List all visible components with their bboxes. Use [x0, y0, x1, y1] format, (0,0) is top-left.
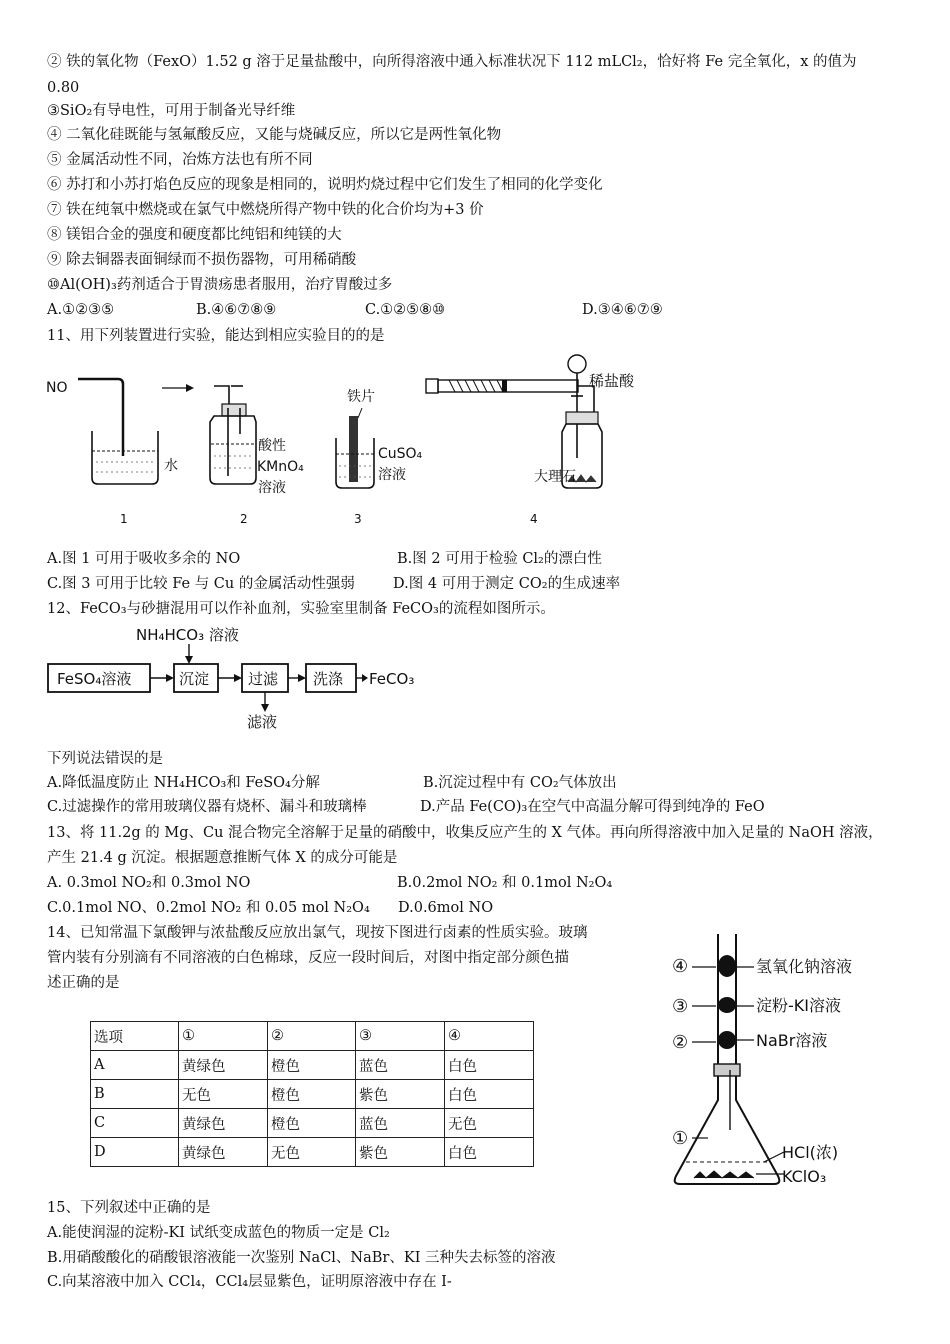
- q15-stem: 15、下列叙述中正确的是: [47, 1200, 211, 1216]
- fig2-stopper: [222, 404, 246, 416]
- statement-4: ④ 二氧化硅既能与氢氟酸反应，又能与烧碱反应，所以它是两性氧化物: [47, 127, 502, 143]
- table-cell: 白色: [445, 1080, 534, 1109]
- table-cell: 黄绿色: [179, 1138, 268, 1167]
- ki-label: 淀粉-KI溶液: [756, 996, 841, 1015]
- hcl-label: HCl(浓): [782, 1143, 839, 1162]
- statement-10: ⑩Al(OH)₃药剂适合于胃溃疡患者服用，治疗胃酸过多: [47, 277, 393, 293]
- label-1: ①: [672, 1128, 689, 1149]
- fig4-number: 4: [530, 512, 538, 526]
- fig1-number: 1: [120, 512, 128, 526]
- q14-answer-table: [90, 1021, 534, 1167]
- q14-halogen-apparatus-figure: [664, 930, 900, 1196]
- table-cell: 紫色: [356, 1138, 445, 1167]
- kclo3-label: KClO₃: [782, 1167, 827, 1186]
- flow-reagent-label: NH₄HCO₃ 溶液: [136, 626, 239, 644]
- q12-flow-figure: [44, 620, 426, 732]
- fig2-solution-label: 溶液: [258, 480, 286, 496]
- q14-stem-line3: 述正确的是: [47, 975, 120, 991]
- fig2-acidic-label: 酸性: [258, 438, 286, 454]
- flask-stopper: [714, 1064, 740, 1076]
- fig4-marble-label: 大理石: [534, 469, 576, 485]
- q11-apparatus-figure: [44, 346, 644, 528]
- q11-option-c: C.图 3 可用于比较 Fe 与 Cu 的金属活动性强弱: [47, 576, 355, 592]
- table-cell: 黄绿色: [179, 1051, 268, 1080]
- nabr-label: NaBr溶液: [756, 1031, 828, 1050]
- table-header-cell: ①: [179, 1022, 268, 1051]
- fig1-no-label: NO: [46, 380, 68, 396]
- table-row: [91, 1080, 534, 1109]
- table-header-cell: ③: [356, 1022, 445, 1051]
- q13-option-b: B.0.2mol NO₂ 和 0.1mol N₂O₄: [397, 875, 613, 891]
- table-cell: 橙色: [268, 1109, 356, 1138]
- q15-option-b: B.用硝酸酸化的硝酸银溶液能一次鉴别 NaCl、NaBr、KI 三种失去标签的溶液: [47, 1250, 556, 1266]
- table-cell: C: [91, 1109, 179, 1138]
- fig4-funnel-bulb: [568, 355, 586, 373]
- statement-2: ② 铁的氧化物（FexO）1.52 g 溶于足量盐酸中，向所得溶液中通入标准状况下 112 mLCl₂，恰好将 Fe 完全氧化，x 的值为: [47, 54, 857, 70]
- conical-flask: [675, 1076, 780, 1184]
- statement-5: ⑤ 金属活动性不同，冶炼方法也有所不同: [47, 152, 313, 168]
- label-2: ②: [672, 1032, 689, 1053]
- q12-option-a: A.降低温度防止 NH₄HCO₃和 FeSO₄分解: [47, 775, 320, 791]
- table-cell: 白色: [445, 1051, 534, 1080]
- table-row: [91, 1051, 534, 1080]
- cotton-ball-2: [718, 1031, 736, 1049]
- fig1-water-label: 水: [164, 458, 178, 474]
- statement-3: ③SiO₂有导电性，可用于制备光导纤维: [47, 103, 296, 119]
- kclo3-solid: [694, 1171, 754, 1178]
- table-cell: A: [91, 1051, 179, 1080]
- table-cell: 白色: [445, 1138, 534, 1167]
- fig2-gas-bottle: [210, 416, 256, 484]
- fig3-cuso4-label: CuSO₄: [378, 446, 423, 462]
- flow-filtrate-label: 滤液: [247, 713, 278, 731]
- flow-precipitate-label: 沉淀: [179, 670, 210, 688]
- label-3: ③: [672, 996, 689, 1017]
- fig1-delivery-tube: [78, 379, 123, 456]
- q10-option-c: C.①②⑤⑧⑩: [365, 302, 446, 318]
- q13-option-c: C.0.1mol NO、0.2mol NO₂ 和 0.05 mol N₂O₄: [47, 900, 370, 916]
- q13-option-d: D.0.6mol NO: [398, 900, 494, 916]
- fig4-syringe-handle: [426, 379, 438, 393]
- q13-stem-line1: 13、将 11.2g 的 Mg、Cu 混合物完全溶解于足量的硝酸中，收集反应产生的 X 气体。再向所得溶液中加入足量的 NaOH 溶液，: [47, 825, 883, 841]
- table-cell: 橙色: [268, 1051, 356, 1080]
- q10-option-d: D.③④⑥⑦⑨: [582, 302, 663, 318]
- q15-option-c: C.向某溶液中加入 CCl₄，CCl₄层显紫色，证明原溶液中存在 I-: [47, 1274, 452, 1290]
- flow-start-label: FeSO₄溶液: [57, 670, 132, 688]
- statement-9: ⑨ 除去铜器表面铜绿而不损伤器物，可用稀硝酸: [47, 252, 357, 268]
- label-4: ④: [672, 956, 689, 977]
- table-cell: 无色: [179, 1080, 268, 1109]
- q14-stem-line1: 14、已知常温下氯酸钾与浓盐酸反应放出氯气，现按下图进行卤素的性质实验。玻璃: [47, 925, 588, 941]
- q11-option-d: D.图 4 可用于测定 CO₂的生成速率: [393, 576, 621, 592]
- table-cell: 蓝色: [356, 1051, 445, 1080]
- table-cell: 橙色: [268, 1080, 356, 1109]
- q12-option-d: D.产品 Fe(CO)₃在空气中高温分解可得到纯净的 FeO: [420, 799, 765, 815]
- q11-stem: 11、用下列装置进行实验，能达到相应实验目的的是: [47, 328, 385, 344]
- table-row: [91, 1138, 534, 1167]
- fig3-iron-label: 铁片: [347, 389, 375, 405]
- fig3-iron-strip: [349, 416, 358, 482]
- fig3-solution-label: 溶液: [378, 467, 406, 483]
- q14-stem-line2: 管内装有分别滴有不同溶液的白色棉球，反应一段时间后，对图中指定部分颜色描: [47, 950, 569, 966]
- q12-option-c: C.过滤操作的常用玻璃仪器有烧杯、漏斗和玻璃棒: [47, 799, 367, 815]
- flow-product-label: FeCO₃: [369, 670, 415, 688]
- fig2-kmno4-label: KMnO₄: [257, 459, 304, 475]
- q12-stem: 12、FeCO₃与砂搪混用可以作补血剂，实验室里制备 FeCO₃的流程如图所示。: [47, 601, 555, 617]
- table-header-cell: ②: [268, 1022, 356, 1051]
- cotton-ball-3: [718, 997, 736, 1013]
- q15-option-a: A.能使润湿的淀粉-KI 试纸变成蓝色的物质一定是 Cl₂: [47, 1225, 390, 1241]
- table-cell: 无色: [445, 1109, 534, 1138]
- q11-option-a: A.图 1 可用于吸收多余的 NO: [47, 551, 241, 567]
- q13-option-a: A. 0.3mol NO₂和 0.3mol NO: [47, 875, 251, 891]
- table-header-cell: ④: [445, 1022, 534, 1051]
- table-cell: B: [91, 1080, 179, 1109]
- q10-option-a: A.①②③⑤: [47, 302, 115, 318]
- table-cell: 蓝色: [356, 1109, 445, 1138]
- q12-question: 下列说法错误的是: [47, 751, 163, 767]
- flow-wash-label: 洗涤: [313, 670, 344, 688]
- statement-8: ⑧ 镁铝合金的强度和硬度都比纯铝和纯镁的大: [47, 227, 342, 243]
- table-cell: 黄绿色: [179, 1109, 268, 1138]
- q10-option-b: B.④⑥⑦⑧⑨: [196, 302, 277, 318]
- statement-7: ⑦ 铁在纯氧中燃烧或在氯气中燃烧所得产物中铁的化合价均为+3 价: [47, 202, 484, 218]
- fig3-number: 3: [354, 512, 362, 526]
- table-header-cell: 选项: [91, 1022, 179, 1051]
- cotton-ball-4: [718, 955, 736, 977]
- naoh-label: 氢氧化钠溶液: [756, 957, 853, 976]
- q13-stem-line2: 产生 21.4 g 沉淀。根据题意推断气体 X 的成分可能是: [47, 850, 398, 866]
- table-header-row: [91, 1022, 534, 1051]
- table-cell: 无色: [268, 1138, 356, 1167]
- statement-6: ⑥ 苏打和小苏打焰色反应的现象是相同的，说明灼烧过程中它们发生了相同的化学变化: [47, 177, 603, 193]
- arrow-head: [186, 384, 194, 392]
- q11-option-b: B.图 2 可用于检验 Cl₂的漂白性: [397, 551, 602, 567]
- table-cell: 紫色: [356, 1080, 445, 1109]
- fig4-hcl-label: 稀盐酸: [589, 372, 635, 390]
- fig2-number: 2: [240, 512, 248, 526]
- statement-2-answer: 0.80: [47, 80, 80, 96]
- table-cell: D: [91, 1138, 179, 1167]
- fig1-beaker: [92, 431, 158, 484]
- fig4-stopper: [566, 412, 598, 424]
- table-row: [91, 1109, 534, 1138]
- fig4-syringe-barrel: [438, 380, 578, 392]
- flow-filter-label: 过滤: [248, 670, 279, 688]
- q12-option-b: B.沉淀过程中有 CO₂气体放出: [423, 775, 617, 791]
